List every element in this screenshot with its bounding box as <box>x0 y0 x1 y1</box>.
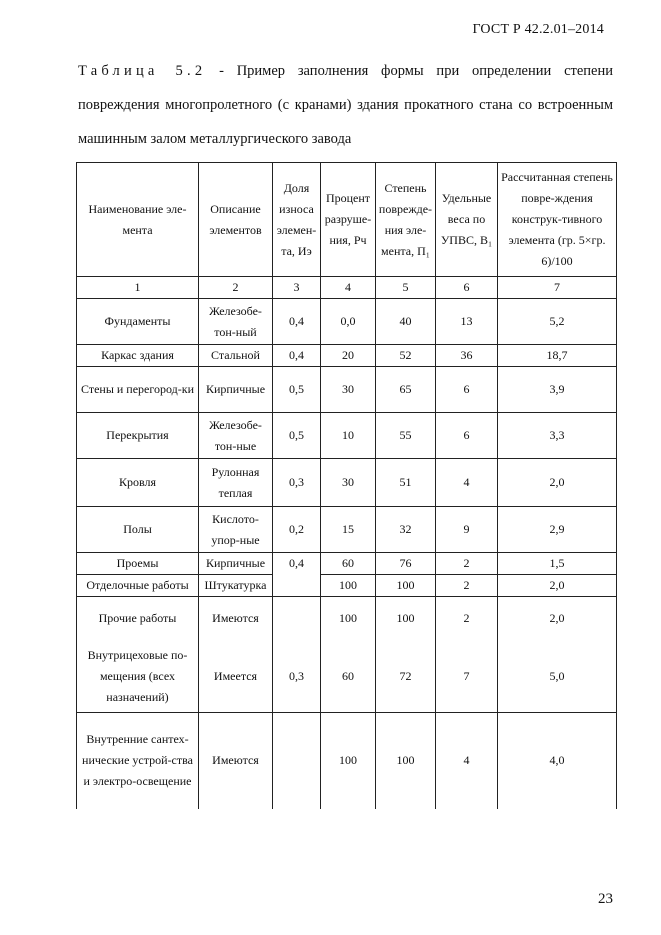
element-name: Проемы <box>77 553 199 575</box>
element-name: Внутренние сантех-нические устрой-ства и электро-освещение <box>77 713 199 809</box>
specific-weight: 7 <box>436 641 498 713</box>
element-name: Полы <box>77 507 199 553</box>
destruction-percent: 100 <box>321 713 376 809</box>
column-number: 3 <box>273 277 321 299</box>
wear-share: 0,5 <box>273 413 321 459</box>
element-name: Внутрицеховые по-мещения (всех назначений) <box>77 641 199 713</box>
destruction-percent: 60 <box>321 641 376 713</box>
header-wear: Доля износа элемен-та, Иэ <box>273 163 321 277</box>
wear-share <box>273 713 321 809</box>
column-number: 1 <box>77 277 199 299</box>
element-description: Кислото-упор-ные <box>199 507 273 553</box>
table-row <box>77 713 617 809</box>
table-caption <box>78 54 613 156</box>
column-number: 4 <box>321 277 376 299</box>
wear-share: 0,3 <box>273 641 321 713</box>
specific-weight: 9 <box>436 507 498 553</box>
calculated-damage: 2,0 <box>498 575 617 597</box>
element-description: Имеется <box>199 641 273 713</box>
wear-share: 0,4 <box>273 553 321 575</box>
element-description: Имеются <box>199 713 273 809</box>
destruction-percent: 100 <box>321 597 376 641</box>
page-number: 23 <box>598 891 613 907</box>
destruction-percent: 100 <box>321 575 376 597</box>
calculated-damage: 2,9 <box>498 507 617 553</box>
wear-share <box>273 575 321 597</box>
table-row <box>77 553 617 575</box>
element-name: Прочие работы <box>77 597 199 641</box>
wear-share <box>273 597 321 641</box>
damage-degree: 55 <box>376 413 436 459</box>
element-description: Имеются <box>199 597 273 641</box>
column-number-row <box>77 277 617 299</box>
specific-weight: 2 <box>436 575 498 597</box>
column-number: 5 <box>376 277 436 299</box>
wear-share: 0,4 <box>273 345 321 367</box>
specific-weight: 36 <box>436 345 498 367</box>
specific-weight: 2 <box>436 597 498 641</box>
table-row <box>77 299 617 345</box>
wear-share: 0,4 <box>273 299 321 345</box>
element-description: Кирпичные <box>199 553 273 575</box>
table-row <box>77 597 617 641</box>
damage-degree: 52 <box>376 345 436 367</box>
header-damage: Степень поврежде-ния эле-мента, П₁ <box>376 163 436 277</box>
calculated-damage: 3,9 <box>498 367 617 413</box>
header-weight: Удельные веса по УПВС, В₁ <box>436 163 498 277</box>
specific-weight: 6 <box>436 413 498 459</box>
element-description: Железобе-тон-ный <box>199 299 273 345</box>
damage-degree: 51 <box>376 459 436 507</box>
element-name: Отделочные работы <box>77 575 199 597</box>
damage-degree: 100 <box>376 575 436 597</box>
header-name: Наименование эле-мента <box>77 163 199 277</box>
calculated-damage: 18,7 <box>498 345 617 367</box>
damage-degree: 72 <box>376 641 436 713</box>
calculated-damage: 4,0 <box>498 713 617 809</box>
calculated-damage: 2,0 <box>498 597 617 641</box>
header-row <box>77 163 617 277</box>
calculated-damage: 3,3 <box>498 413 617 459</box>
table-caption-text: - Пример заполнения формы при определении степени повреждения многопролетного (с кранами) здания прокатного стана со встроенным машинным залом металлургического завода <box>78 63 613 147</box>
destruction-percent: 30 <box>321 367 376 413</box>
calculated-damage: 2,0 <box>498 459 617 507</box>
calculated-damage: 1,5 <box>498 553 617 575</box>
table-row <box>77 413 617 459</box>
damage-degree: 100 <box>376 713 436 809</box>
column-number: 7 <box>498 277 617 299</box>
destruction-percent: 10 <box>321 413 376 459</box>
wear-share: 0,5 <box>273 367 321 413</box>
specific-weight: 13 <box>436 299 498 345</box>
column-number: 2 <box>199 277 273 299</box>
damage-degree: 40 <box>376 299 436 345</box>
destruction-percent: 60 <box>321 553 376 575</box>
element-description: Железобе-тон-ные <box>199 413 273 459</box>
element-name: Перекрытия <box>77 413 199 459</box>
element-name: Каркас здания <box>77 345 199 367</box>
header-calculated: Рассчитанная степень повре-ждения конструк-тивного элемента (гр. 5×гр. 6)/100 <box>498 163 617 277</box>
damage-degree: 76 <box>376 553 436 575</box>
damage-degree: 100 <box>376 597 436 641</box>
table-row <box>77 367 617 413</box>
header-description: Описание элементов <box>199 163 273 277</box>
document-code: ГОСТ Р 42.2.01–2014 <box>472 22 604 37</box>
destruction-percent: 15 <box>321 507 376 553</box>
specific-weight: 6 <box>436 367 498 413</box>
specific-weight: 2 <box>436 553 498 575</box>
table-row <box>77 641 617 713</box>
element-name: Фундаменты <box>77 299 199 345</box>
damage-degree: 32 <box>376 507 436 553</box>
destruction-percent: 30 <box>321 459 376 507</box>
damage-degree: 65 <box>376 367 436 413</box>
element-name: Кровля <box>77 459 199 507</box>
destruction-percent: 0,0 <box>321 299 376 345</box>
table-row <box>77 575 617 597</box>
calculated-damage: 5,0 <box>498 641 617 713</box>
table-row <box>77 345 617 367</box>
header-destruction: Процент разруше-ния, Рч <box>321 163 376 277</box>
element-description: Рулонная теплая <box>199 459 273 507</box>
table-row <box>77 507 617 553</box>
table-row <box>77 459 617 507</box>
element-name: Стены и перегород-ки <box>77 367 199 413</box>
destruction-percent: 20 <box>321 345 376 367</box>
column-number: 6 <box>436 277 498 299</box>
element-description: Кирпичные <box>199 367 273 413</box>
wear-share: 0,3 <box>273 459 321 507</box>
wear-share: 0,2 <box>273 507 321 553</box>
calculated-damage: 5,2 <box>498 299 617 345</box>
damage-assessment-table <box>76 162 617 809</box>
specific-weight: 4 <box>436 713 498 809</box>
specific-weight: 4 <box>436 459 498 507</box>
element-description: Штукатурка <box>199 575 273 597</box>
element-description: Стальной <box>199 345 273 367</box>
table-caption-lead: Таблица 5.2 <box>78 63 207 79</box>
